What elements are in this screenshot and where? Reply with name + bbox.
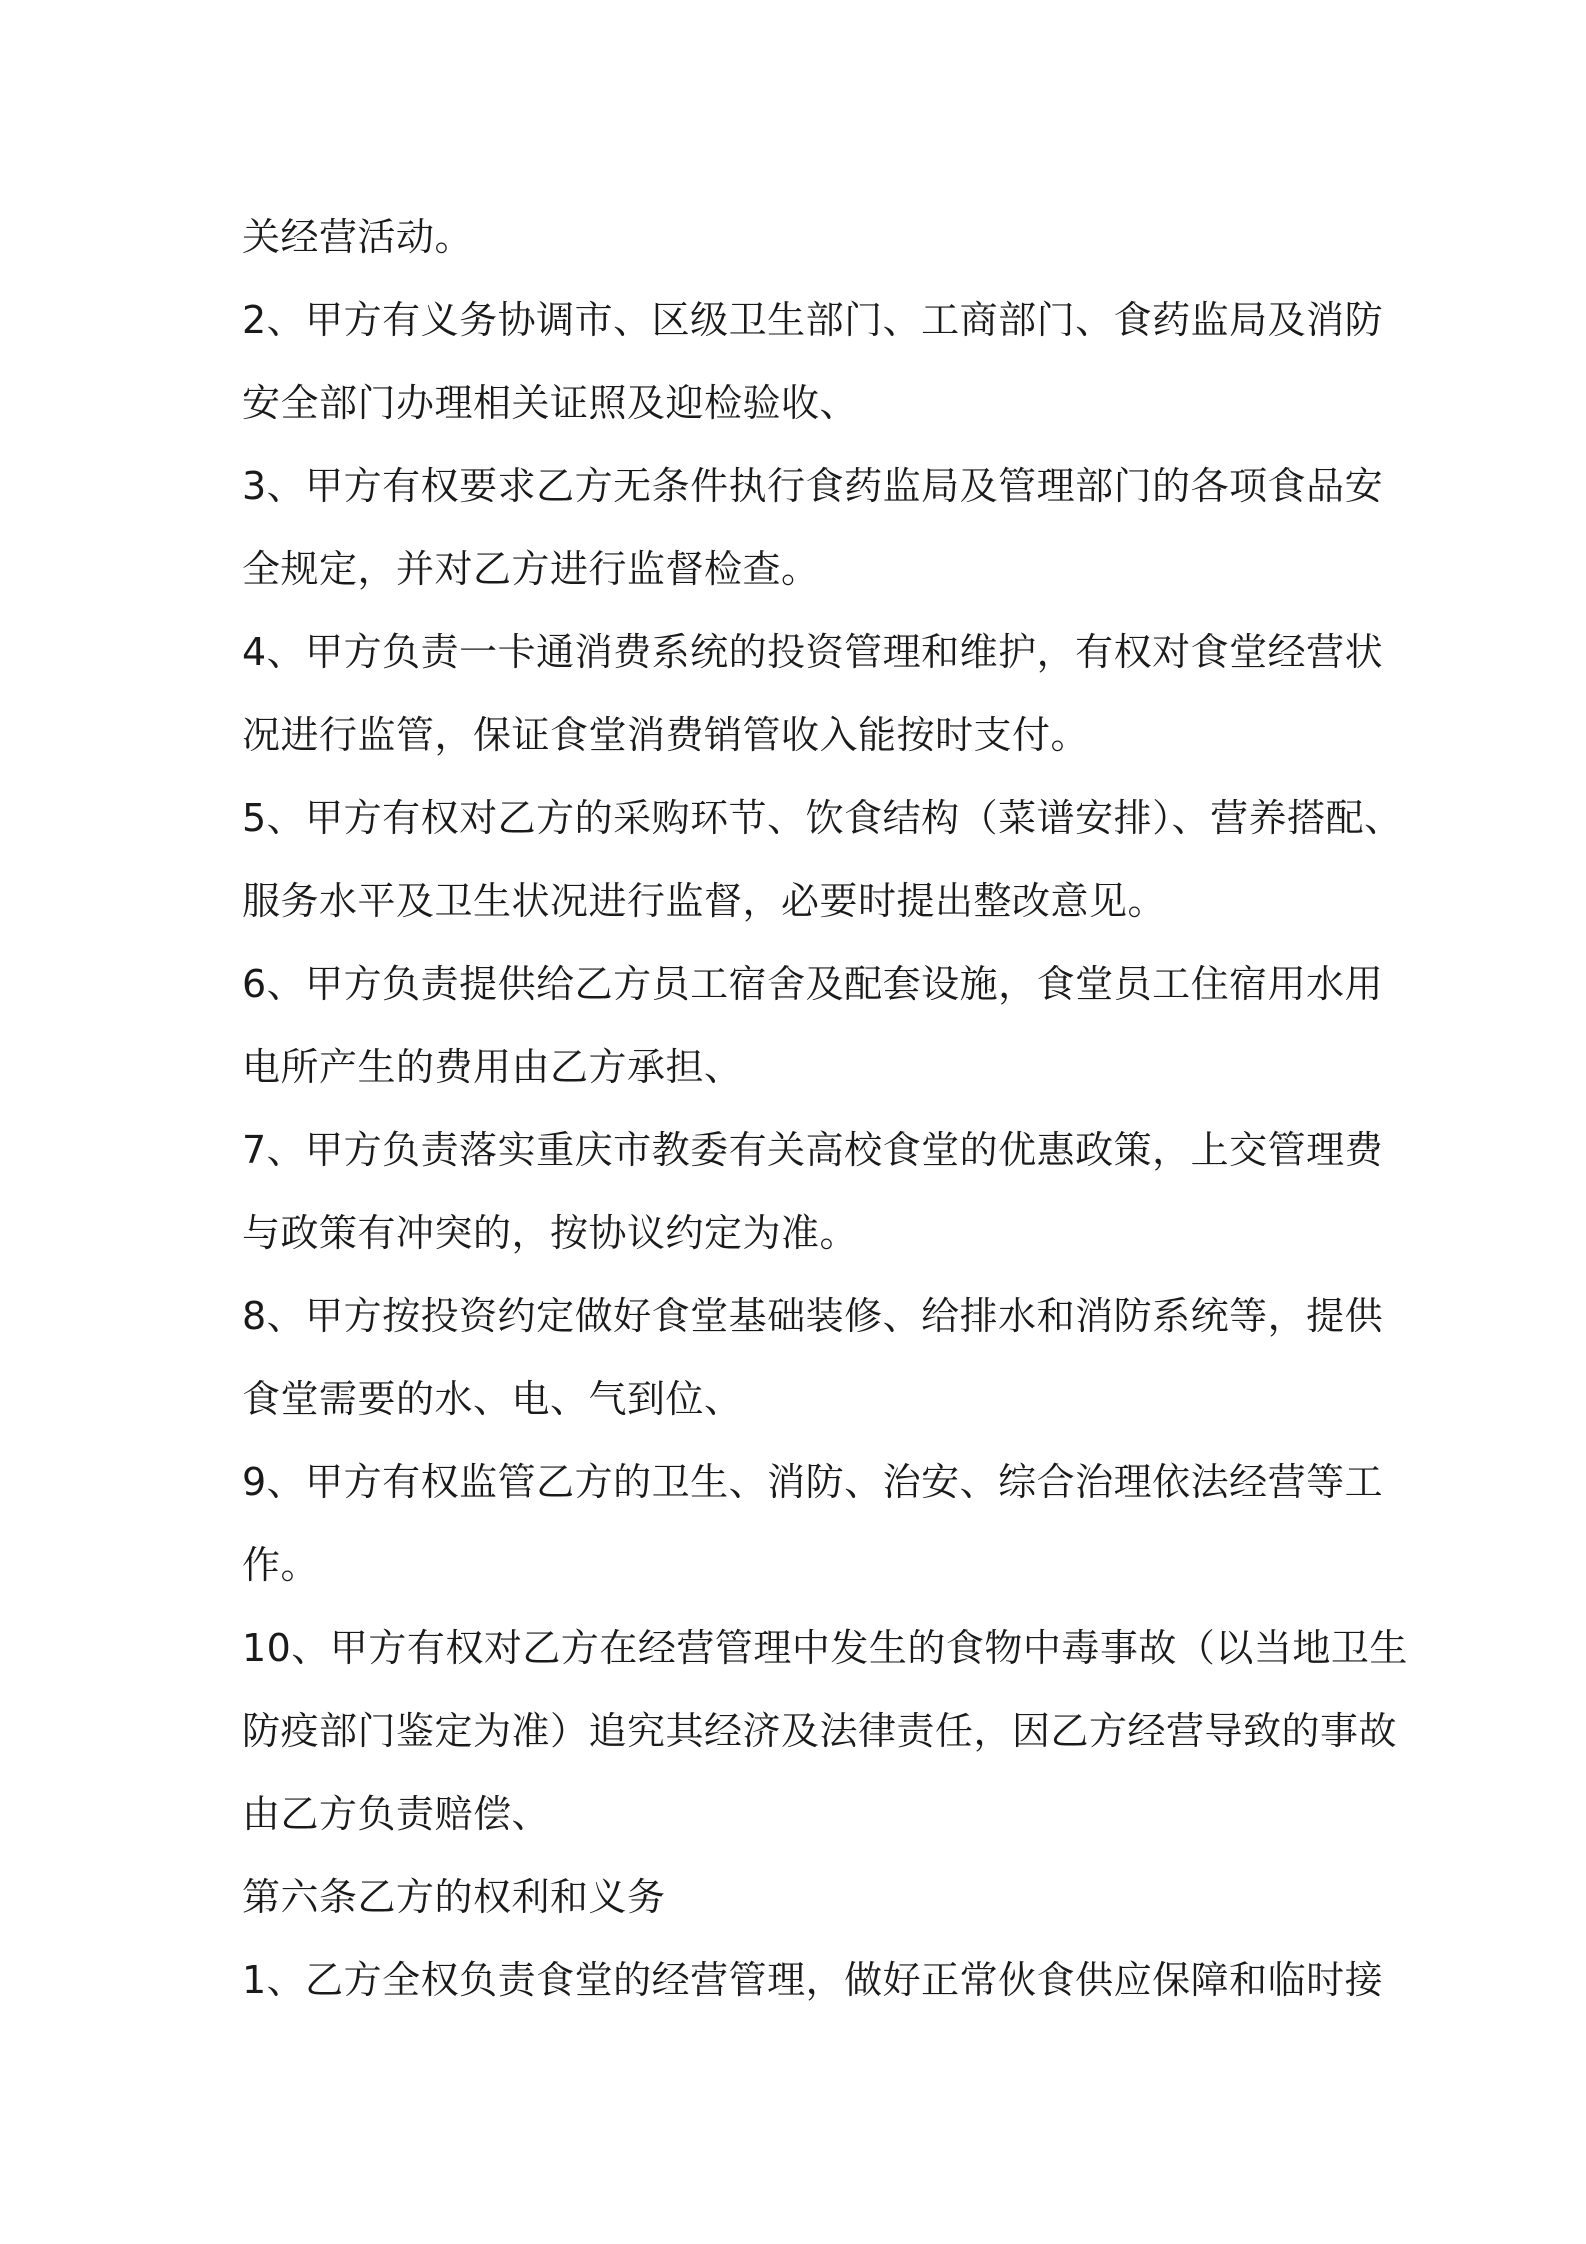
text-line-2: 2、甲方有义务协调市、区级卫生部门、工商部门、食药监局及消防 (242, 298, 1384, 342)
text-line-22: 1、乙方全权负责食堂的经营管理，做好正常伙食供应保障和临时接 (242, 1958, 1384, 2002)
text-line-4: 3、甲方有权要求乙方无条件执行食药监局及管理部门的各项食品安 (242, 464, 1384, 508)
text-line-8: 5、甲方有权对乙方的采购环节、饮食结构（菜谱安排）、营养搭配、 (242, 796, 1403, 840)
text-line-5: 全规定，并对乙方进行监督检查。 (242, 547, 820, 591)
text-line-12: 7、甲方负责落实重庆市教委有关高校食堂的优惠政策，上交管理费 (242, 1128, 1384, 1172)
document-body (242, 196, 1408, 2022)
text-line-14: 8、甲方按投资约定做好食堂基础装修、给排水和消防系统等，提供 (242, 1294, 1384, 1338)
text-line-20: 由乙方负责赔偿、 (242, 1792, 551, 1836)
text-line-9: 服务水平及卫生状况进行监督，必要时提出整改意见。 (242, 879, 1167, 923)
text-line-13: 与政策有冲突的，按协议约定为准。 (242, 1211, 859, 1255)
text-line-3: 安全部门办理相关证照及迎检验收、 (242, 381, 859, 425)
text-line-11: 电所产生的费用由乙方承担、 (242, 1045, 743, 1089)
text-line-7: 况进行监管，保证食堂消费销管收入能按时支付。 (242, 713, 1090, 757)
text-line-15: 食堂需要的水、电、气到位、 (242, 1377, 743, 1421)
text-line-18: 10、甲方有权对乙方在经营管理中发生的食物中毒事故（以当地卫生 (242, 1626, 1408, 1670)
text-line-17: 作。 (242, 1543, 320, 1587)
text-line-1: 关经营活动。 (242, 215, 474, 259)
text-line-16: 9、甲方有权监管乙方的卫生、消防、治安、综合治理依法经营等工 (242, 1460, 1384, 1504)
text-line-6: 4、甲方负责一卡通消费系统的投资管理和维护，有权对食堂经营状 (242, 630, 1384, 674)
text-line-19: 防疫部门鉴定为准）追究其经济及法律责任，因乙方经营导致的事故 (242, 1709, 1398, 1753)
text-line-10: 6、甲方负责提供给乙方员工宿舍及配套设施，食堂员工住宿用水用 (242, 962, 1384, 1006)
section-heading: 第六条乙方的权利和义务 (242, 1875, 666, 1919)
